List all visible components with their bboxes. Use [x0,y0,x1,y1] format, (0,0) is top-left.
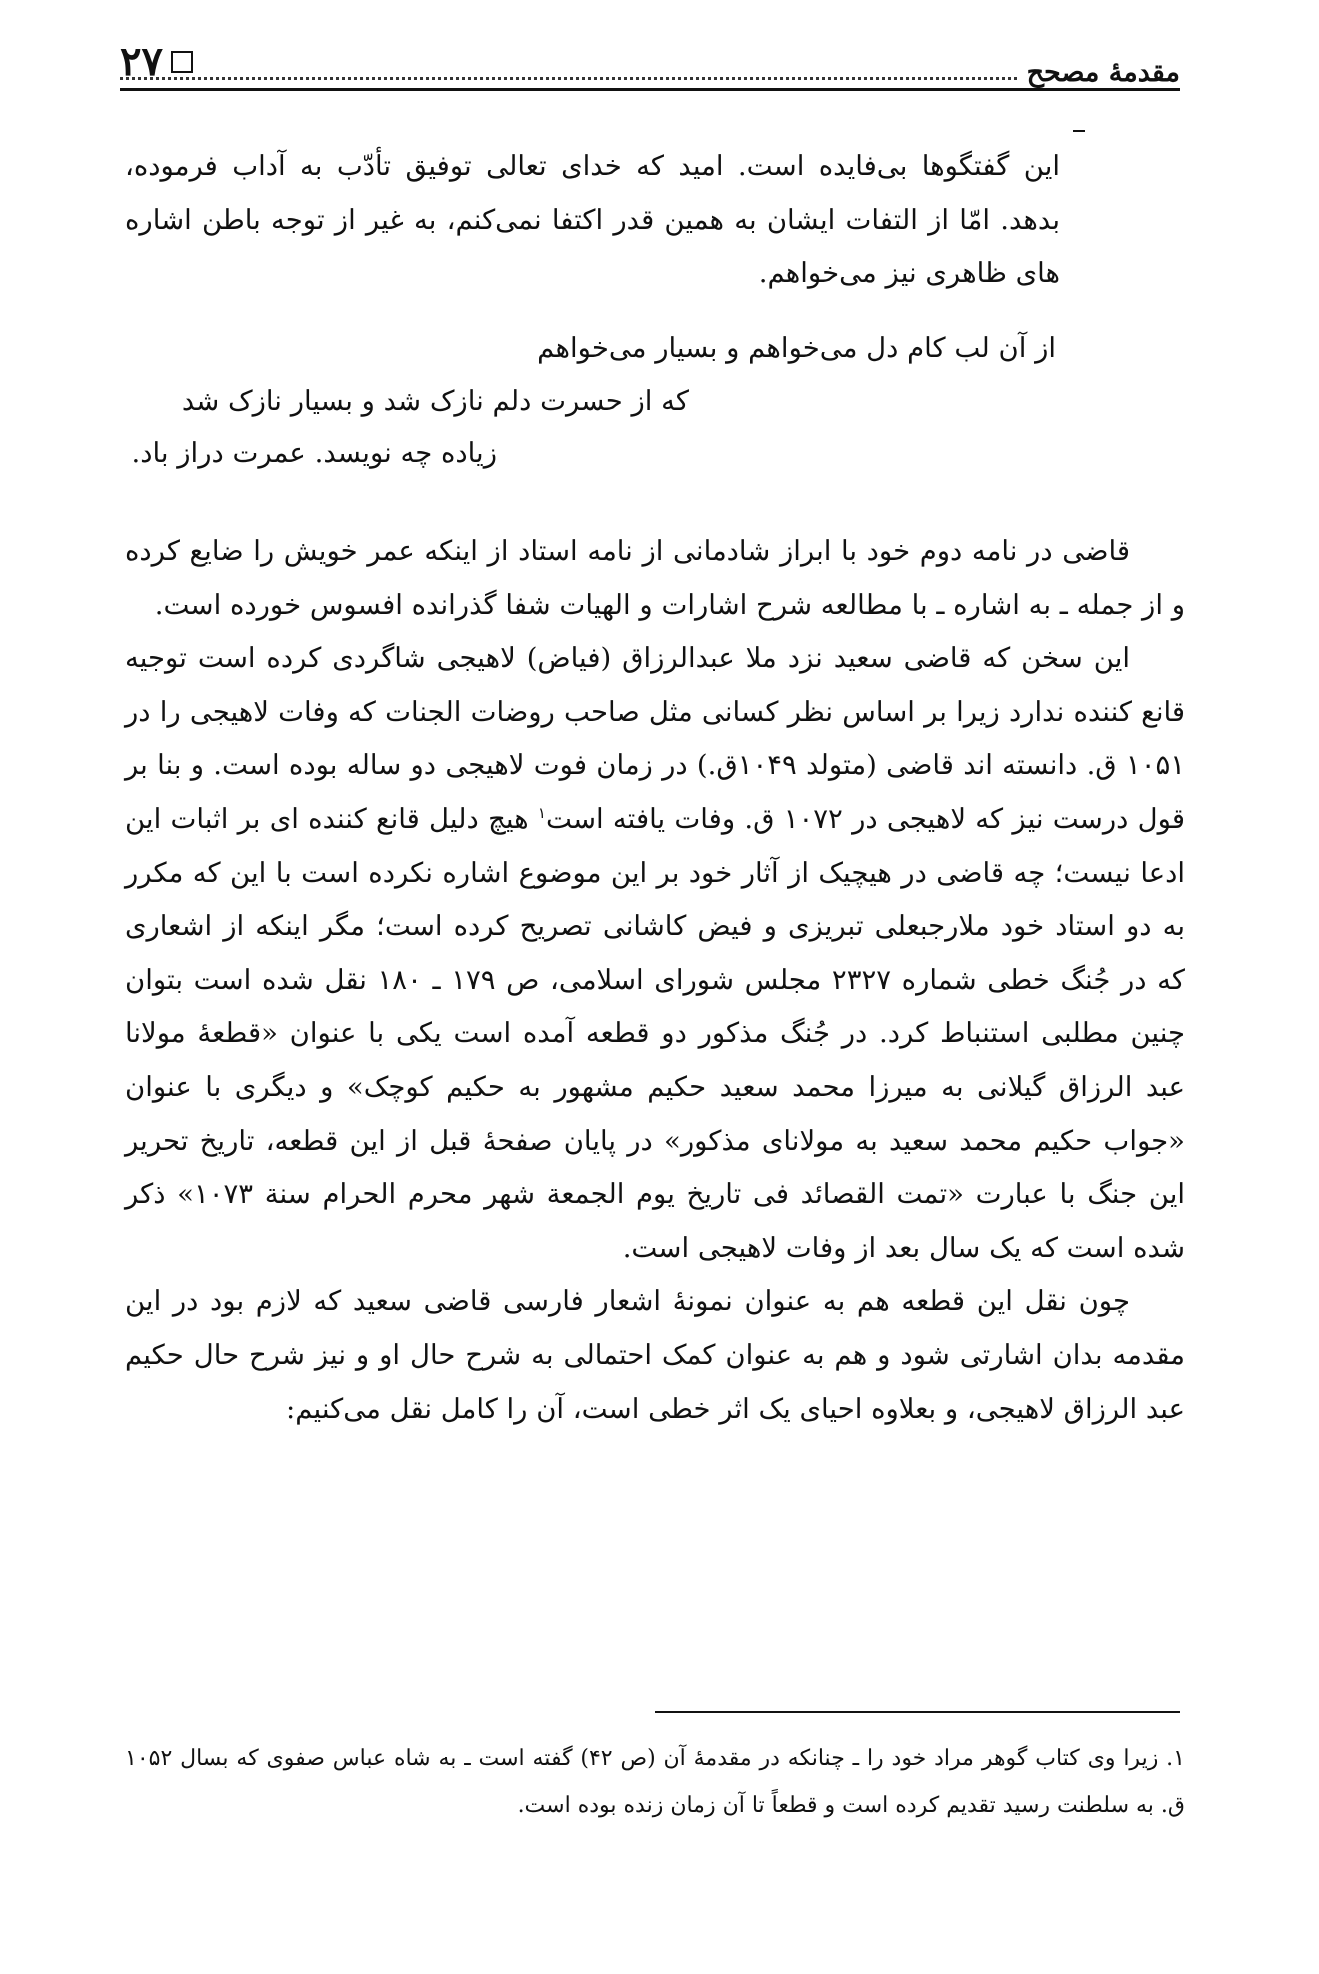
page-number-group [120,38,193,85]
main-text [125,525,1185,1436]
quoted-letter [125,140,1060,301]
paragraph-2-part-1: این سخن که قاضی سعید نزد ملا عبدالرزاق (فیاض) لاهیجی شاگردی کرده است توجیه قانع کننده ندارد زیرا بر اساس نظر کسانی مثل صاحب روضات الجنات که وفات لاهیجی را در ۱۰۵۱ ق. دانسته اند قاضی (متولد ۱۰۴۹ق.) در زمان فوت لاهیجی دو ساله بوده است. و بنا بر قول درست نیز که لاهیجی در ۱۰۷۲ ق. وفات یافته است [125,642,1186,835]
verse-line-1: از آن لب کام دل می‌خواهم و بسیار می‌خواهم [537,332,1056,364]
verse-line-2: که از حسرت دلم نازک شد و بسیار نازک شد [181,385,689,417]
page-number: ۲۷ [120,38,163,85]
square-ornament-icon [171,51,193,73]
margin-mark [1073,130,1085,132]
paragraph-1: قاضی در نامه دوم خود با ابراز شادمانی از نامه استاد از اینکه عمر خویش را ضایع کرده و از جمله ـ به اشاره ـ با مطالعه شرح اشارات و الهیات شفا گذرانده افسوس خورده است. [125,535,1185,621]
paragraph-3: چون نقل این قطعه هم به عنوان نمونهٔ اشعار فارسی قاضی سعید که لازم بود در این مقدمه بدان اشارتی شود و هم به عنوان کمک احتمالی به شرح حال او و نیز شرح حال حکیم عبد الرزاق لاهیجی، و بعلاوه احیای یک اثر خطی است، آن را کامل نقل می‌کنیم: [125,1285,1185,1425]
footnote-reference[interactable]: ۱ [537,803,546,822]
letter-closing: زیاده چه نویسد. عمرت دراز باد. [131,437,497,469]
header-rule [120,88,1180,91]
dotted-leader [120,76,1017,80]
quoted-letter-text: این گفتگوها بی‌فایده است. امید که خدای تعالی توفیق تأدّب به آداب فرموده، بدهد. امّا از التفات ایشان به همین قدر اکتفا نمی‌کنم، به غیر از توجه باطن اشاره های ظاهری نیز می‌خواهم. [125,150,1060,290]
footnote-rule [655,1711,1180,1713]
paragraph-2-part-2: هیچ دلیل قانع کننده ای بر اثبات این ادعا نیست؛ چه قاضی در هیچیک از آثار خود بر این موضوع اشاره نکرده است با این که مکرر به دو استاد خود ملارجبعلی تبریزی و فیض کاشانی تصریح کرده است؛ مگر اینکه از اشعاری که در جُنگ خطی شماره ۲۳۲۷ مجلس شورای اسلامی، ص ۱۷۹ ـ ۱۸۰ نقل شده است بتوان چنین مطلبی استنباط کرد. در جُنگ مذکور دو قطعه آمده است یکی با عنوان «قطعهٔ مولانا عبد الرزاق گیلانی به میرزا محمد سعید حکیم مشهور به حکیم کوچک» و دیگری با عنوان «جواب حکیم محمد سعید به مولانای مذکور» در پایان صفحهٔ قبل از این قطعه، تاریخ تحریر این جنگ با عبارت «تمت القصائد فی تاریخ یوم الجمعة شهر محرم الحرام سنة ۱۰۷۳» ذکر شده است که یک سال بعد از وفات لاهیجی است. [125,802,1185,1264]
footnote-text: ۱. زیرا وی کتاب گوهر مراد خود را ـ چنانکه در مقدمهٔ آن (ص ۴۲) گفته است ـ به شاه عباس صفوی که بسال ۱۰۵۲ ق. به سلطنت رسید تقدیم کرده است و قطعاً تا آن زمان زنده بوده است. [125,1746,1185,1818]
footnote [125,1735,1185,1829]
running-header [120,40,1180,88]
paragraph-2 [125,632,1185,1275]
running-header-title: مقدمهٔ مصحح [1026,57,1180,88]
